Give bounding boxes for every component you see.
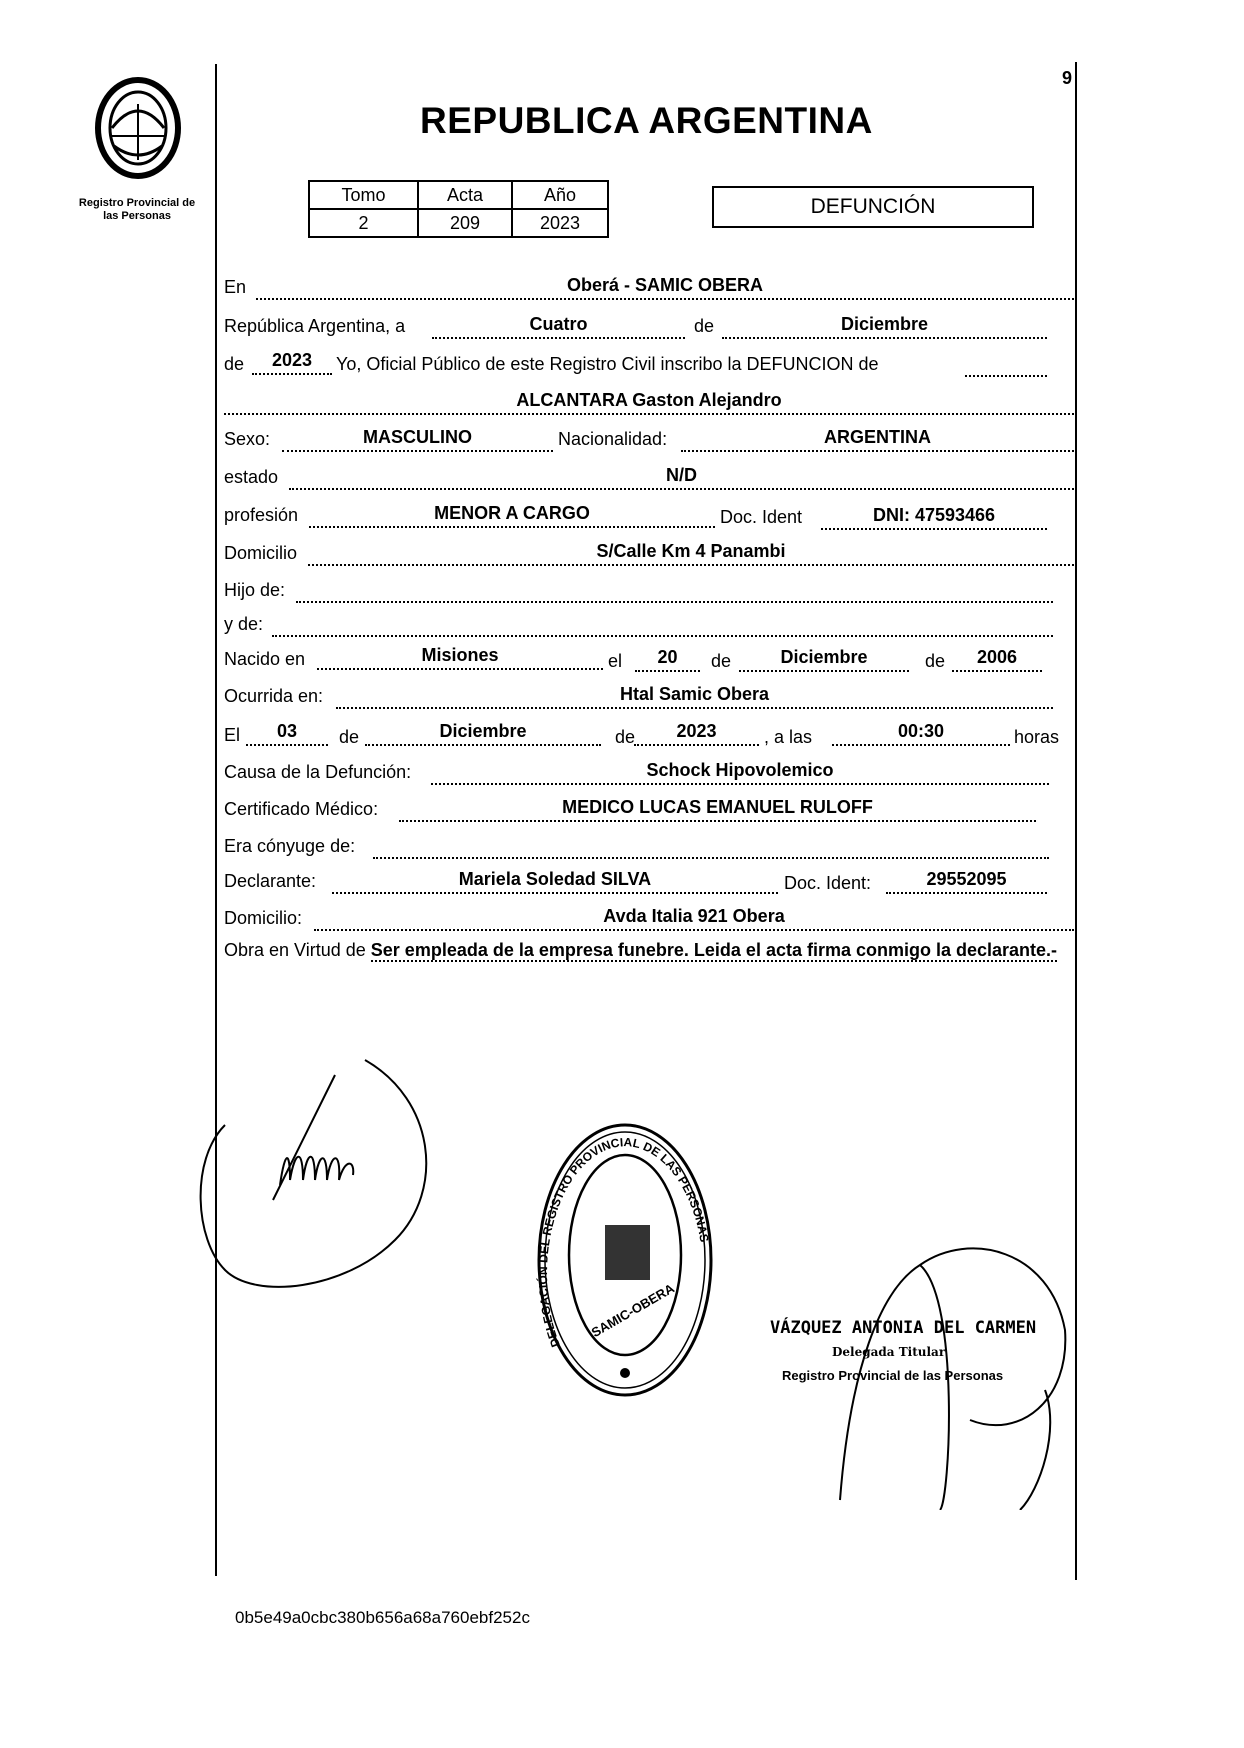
inscribo-text: Yo, Oficial Público de este Registro Civil inscribo la DEFUNCION de bbox=[336, 354, 879, 374]
domicilio-label: Domicilio bbox=[224, 543, 298, 563]
causa-field: Schock Hipovolemico bbox=[431, 759, 1049, 785]
blank-field bbox=[965, 351, 1047, 377]
value-tomo: 2 bbox=[309, 209, 418, 237]
en-label: En bbox=[224, 277, 247, 297]
official-signature bbox=[820, 1170, 1080, 1510]
decl-domicilio-label: Domicilio: bbox=[224, 908, 303, 928]
birth-month-field: Diciembre bbox=[739, 646, 909, 672]
death-time-field: 00:30 bbox=[832, 720, 1010, 746]
record-type-box: DEFUNCIÓN bbox=[712, 186, 1034, 228]
estado-field: N/D bbox=[289, 464, 1074, 490]
stamp-inner-text: SAMIC-OBERA bbox=[588, 1280, 677, 1341]
header-anio: Año bbox=[512, 181, 608, 209]
page-title: REPUBLICA ARGENTINA bbox=[420, 100, 873, 141]
decl-domicilio-field: Avda Italia 921 Obera bbox=[314, 905, 1074, 931]
nacido-label: Nacido en bbox=[224, 649, 306, 669]
doc-field: DNI: 47593466 bbox=[821, 504, 1047, 530]
certificado-field: MEDICO LUCAS EMANUEL RULOFF bbox=[399, 796, 1036, 822]
official-role: Delegada Titular bbox=[832, 1345, 946, 1359]
doc-label: Doc. Ident bbox=[720, 507, 803, 527]
nacionalidad-label: Nacionalidad: bbox=[558, 429, 668, 449]
month-field: Diciembre bbox=[722, 313, 1047, 339]
obra-en-virtud bbox=[224, 937, 1074, 963]
obra-label: Obra en Virtud de bbox=[224, 940, 366, 960]
death-de-label-1: de bbox=[339, 727, 360, 747]
official-name: VÁZQUEZ ANTONIA DEL CARMEN bbox=[770, 1318, 1037, 1338]
value-acta: 209 bbox=[418, 209, 512, 237]
decl-doc-field: 29552095 bbox=[886, 868, 1047, 894]
year-prefix-label: de bbox=[224, 354, 245, 374]
sexo-label: Sexo: bbox=[224, 429, 271, 449]
el-label: el bbox=[608, 651, 623, 671]
ocurrida-field: Htal Samic Obera bbox=[336, 683, 1053, 709]
birth-de-label-1: de bbox=[711, 651, 732, 671]
horas-label: horas bbox=[1014, 727, 1060, 747]
domicilio-field: S/Calle Km 4 Panambi bbox=[308, 540, 1074, 566]
year-field: 2023 bbox=[252, 349, 332, 375]
sexo-field: MASCULINO bbox=[282, 426, 553, 452]
declarant-signature bbox=[195, 1040, 475, 1300]
death-day-field: 03 bbox=[246, 720, 328, 746]
declarante-field: Mariela Soledad SILVA bbox=[332, 868, 778, 894]
page-number: 9 bbox=[1062, 68, 1073, 88]
deceased-name-field: ALCANTARA Gaston Alejandro bbox=[224, 389, 1074, 415]
certificado-label: Certificado Médico: bbox=[224, 799, 379, 819]
conyuge-field bbox=[373, 833, 1049, 859]
estado-label: estado bbox=[224, 467, 279, 487]
caption-line-1: Registro Provincial de bbox=[78, 197, 196, 209]
ocurrida-label: Ocurrida en: bbox=[224, 686, 324, 706]
profesion-field: MENOR A CARGO bbox=[309, 502, 715, 528]
republica-label: República Argentina, a bbox=[224, 316, 406, 336]
caption-line-2: las Personas bbox=[103, 210, 171, 222]
province-seal-logo bbox=[88, 74, 188, 182]
value-anio: 2023 bbox=[512, 209, 608, 237]
hijo-label: Hijo de: bbox=[224, 580, 286, 600]
record-index-table bbox=[308, 180, 609, 238]
el2-label: El bbox=[224, 725, 241, 745]
registry-caption bbox=[62, 197, 212, 223]
en-field: Oberá - SAMIC OBERA bbox=[256, 274, 1074, 300]
birth-year-field: 2006 bbox=[952, 646, 1042, 672]
obra-value: Ser empleada de la empresa funebre. Leida el acta firma conmigo la declarante.- bbox=[370, 940, 1058, 960]
yde-field bbox=[272, 611, 1053, 637]
de-label: de bbox=[694, 316, 715, 336]
profesion-label: profesión bbox=[224, 505, 299, 525]
nacionalidad-field: ARGENTINA bbox=[681, 426, 1074, 452]
death-de-label-2: de bbox=[615, 727, 636, 747]
official-office: Registro Provincial de las Personas bbox=[782, 1368, 1004, 1383]
yde-label: y de: bbox=[224, 614, 264, 634]
nacido-field: Misiones bbox=[317, 644, 603, 670]
header-tomo: Tomo bbox=[309, 181, 418, 209]
header-acta: Acta bbox=[418, 181, 512, 209]
alas-label: , a las bbox=[764, 727, 813, 747]
death-year-field: 2023 bbox=[634, 720, 759, 746]
document-hash: 0b5e49a0cbc380b656a68a760ebf252c bbox=[235, 1608, 530, 1627]
conyuge-label: Era cónyuge de: bbox=[224, 836, 356, 856]
declarante-label: Declarante: bbox=[224, 871, 317, 891]
death-month-field: Diciembre bbox=[365, 720, 601, 746]
causa-label: Causa de la Defunción: bbox=[224, 762, 412, 782]
hijo-field bbox=[296, 577, 1053, 603]
left-margin-line bbox=[215, 64, 217, 1576]
official-stamp bbox=[530, 1115, 720, 1405]
decl-doc-label: Doc. Ident: bbox=[784, 873, 872, 893]
stamp-outer-text: DELEGACIÓN DEL REGISTRO PROVINCIAL DE LAS PERSONAS bbox=[535, 1135, 712, 1350]
birth-day-field: 20 bbox=[635, 646, 700, 672]
day-field: Cuatro bbox=[432, 313, 685, 339]
birth-de-label-2: de bbox=[925, 651, 946, 671]
